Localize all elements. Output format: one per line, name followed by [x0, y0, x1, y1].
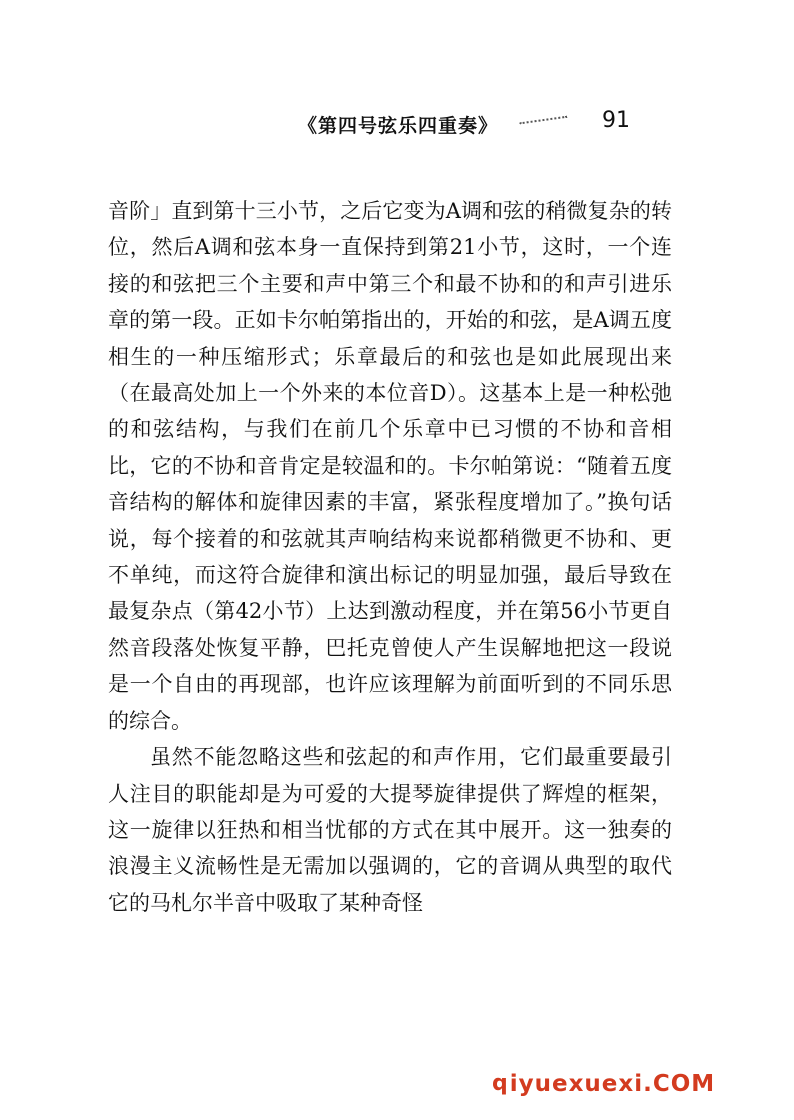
dotted-ornament	[520, 116, 569, 133]
site-watermark	[492, 1071, 715, 1097]
paragraph-2: 虽然不能忽略这些和弦起的和声作用，它们最重要最引人注目的职能却是为可爱的大提琴旋律提供了辉煌的框架，这一旋律以狂热和相当忧郁的方式在其中展开。这一独奏的浪漫主义流畅性是无需加以强调的，它的音调从典型的取代它的马札尔半音中吸取了某种奇怪	[108, 745, 672, 915]
paragraph-1: 音阶」直到第十三小节，之后它变为A调和弦的稍微复杂的转位，然后A调和弦本身一直保持到第21小节，这时，一个连接的和弦把三个主要和声中第三个和最不协和的和声引进乐章的第一段。正如卡尔帕第指出的，开始的和弦，是A调五度相生的一种压缩形式；乐章最后的和弦也是如此展现出来（在最高处加上一个外来的本位音D）。这基本上是一种松弛的和弦结构，与我们在前几个乐章中已习惯的不协和音相比，它的不协和音肯定是较温和的。卡尔帕第说：“随着五度音结构的解体和旋律因素的丰富，紧张程度增加了。”换句话说，每个接着的和弦就其声响结构来说都稍微更不协和、更不单纯，而这符合旋律和演出标记的明显加强，最后导致在最复杂点（第42小节）上达到激动程度，并在第56小节更自然音段落处恢复平静，巴托克曾使人产生误解地把这一段说是一个自由的再现部，也许应该理解为前面听到的不同乐思的综合。	[108, 199, 672, 733]
watermark-logo-icon: q	[492, 1071, 508, 1096]
watermark-text: iyuexuexi.COM	[509, 1071, 716, 1097]
body-text	[108, 193, 672, 921]
running-header	[298, 108, 568, 140]
running-title: 《第四号弦乐四重奏》	[298, 114, 499, 137]
page-number: 91	[602, 108, 630, 133]
